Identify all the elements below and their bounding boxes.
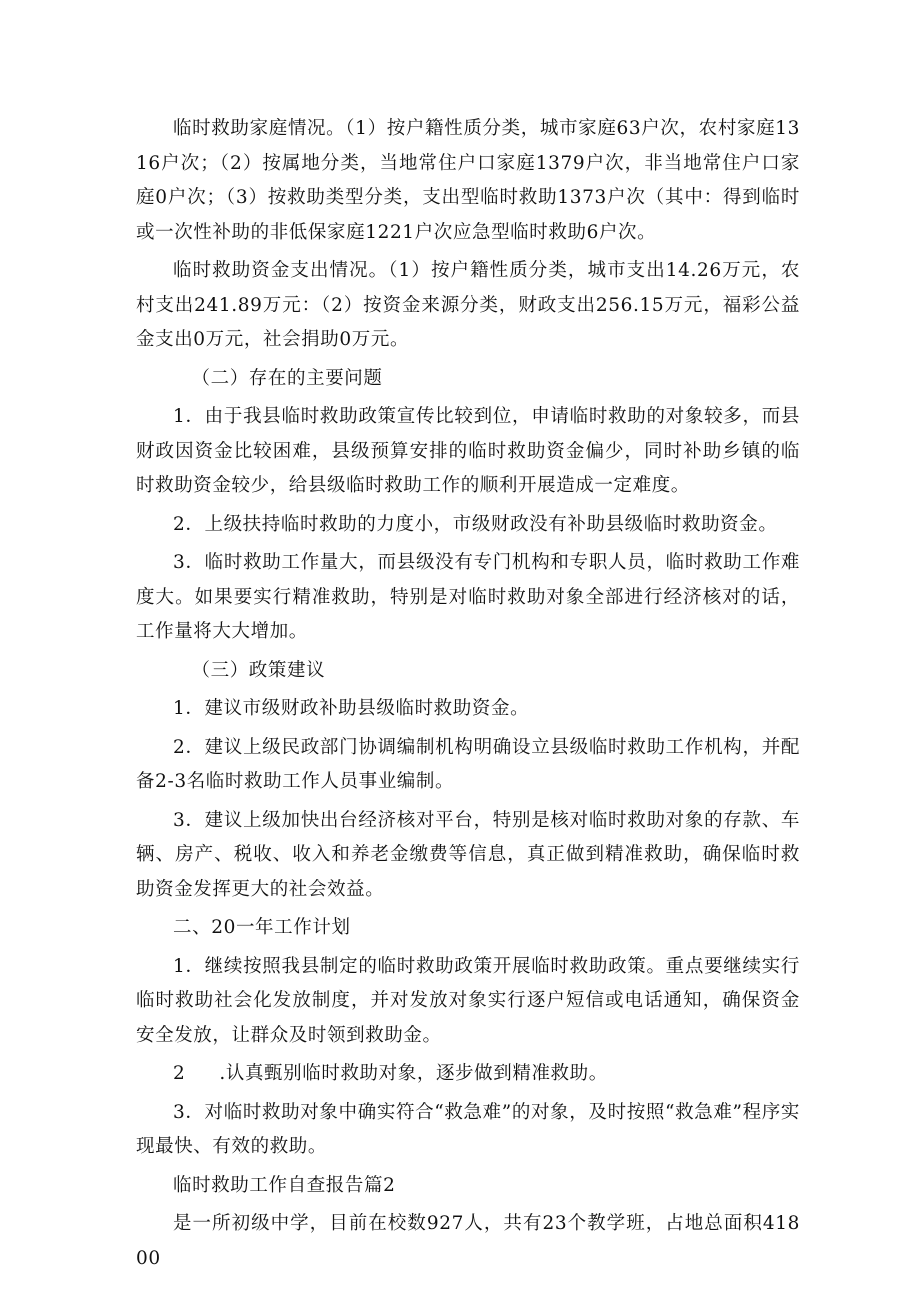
plan-2-text: .认真甄别临时救助对象，逐步做到精准救助。 [219,1063,608,1084]
paragraph-family-stats: 临时救助家庭情况。（1）按户籍性质分类，城市家庭63户次，农村家庭1316户次；（2）按属地分类，当地常住户口家庭1379户次，非当地常住户口家庭0户次；（3）按救助类型分类，支出型临时救助1373户次（其中：得到临时或一次性补助的非低保家庭1221户次应急型临时救助6户次。 [136,118,800,243]
plan-2-number: 2 [173,1063,186,1084]
paragraph-plan-1: 1．继续按照我县制定的临时救助政策开展临时救助政策。重点要继续实行临时救助社会化发放制度，并对发放对象实行逐户短信或电话通知，确保资金安全发放，让群众及时领到救助金。 [136,955,800,1046]
paragraph-fund-stats: 临时救助资金支出情况。（1）按户籍性质分类，城市支出14.26万元，农村支出241.89万元：（2）按资金来源分类，财政支出256.15万元，福彩公益金支出0万元，社会捐助0万元。 [136,260,800,350]
paragraph-suggestion-1: 1．建议市级财政补助县级临时救助资金。 [173,698,530,719]
section-heading-work-plan: 二、20一年工作计划 [173,917,351,938]
paragraph-problem-3: 3．临时救助工作量大，而县级没有专门机构和专职人员，临时救助工作难度大。如果要实行精准救助，特别是对临时救助对象全部进行经济核对的话，工作量将大大增加。 [136,552,800,642]
report-title-part-2: 临时救助工作自查报告篇2 [173,1174,396,1196]
paragraph-suggestion-3: 3．建议上级加快出台经济核对平台，特别是核对临时救助对象的存款、车辆、房产、税收、收入和养老金缴费等信息，真正做到精准救助，确保临时救助资金发挥更大的社会效益。 [136,809,800,900]
paragraph-problem-2: 2．上级扶持临时救助的力度小，市级财政没有补助县级临时救助资金。 [173,513,778,535]
paragraph-suggestion-2: 2．建议上级民政部门协调编制机构明确设立县级临时救助工作机构，并配备2-3名临时救助工作人员事业编制。 [136,736,800,792]
paragraph-problem-1: 1．由于我县临时救助政策宣传比较到位，申请临时救助的对象较多，而县财政因资金比较困难，县级预算安排的临时救助资金偏少，同时补助乡镇的临时救助资金较少，给县级临时救助工作的顺利开展造成一定难度。 [136,406,800,496]
section-heading-suggestions: （三）政策建议 [191,659,326,681]
paragraph-plan-2 [136,1057,800,1092]
paragraph-plan-3: 3．对临时救助对象中确实符合“救急难”的对象，及时按照“救急难”程序实现最快、有效的救助。 [136,1101,800,1157]
section-heading-problems: （二）存在的主要问题 [191,367,383,389]
paragraph-school-intro: 是一所初级中学，目前在校数927人，共有23个教学班，占地总面积41800 [136,1213,800,1269]
